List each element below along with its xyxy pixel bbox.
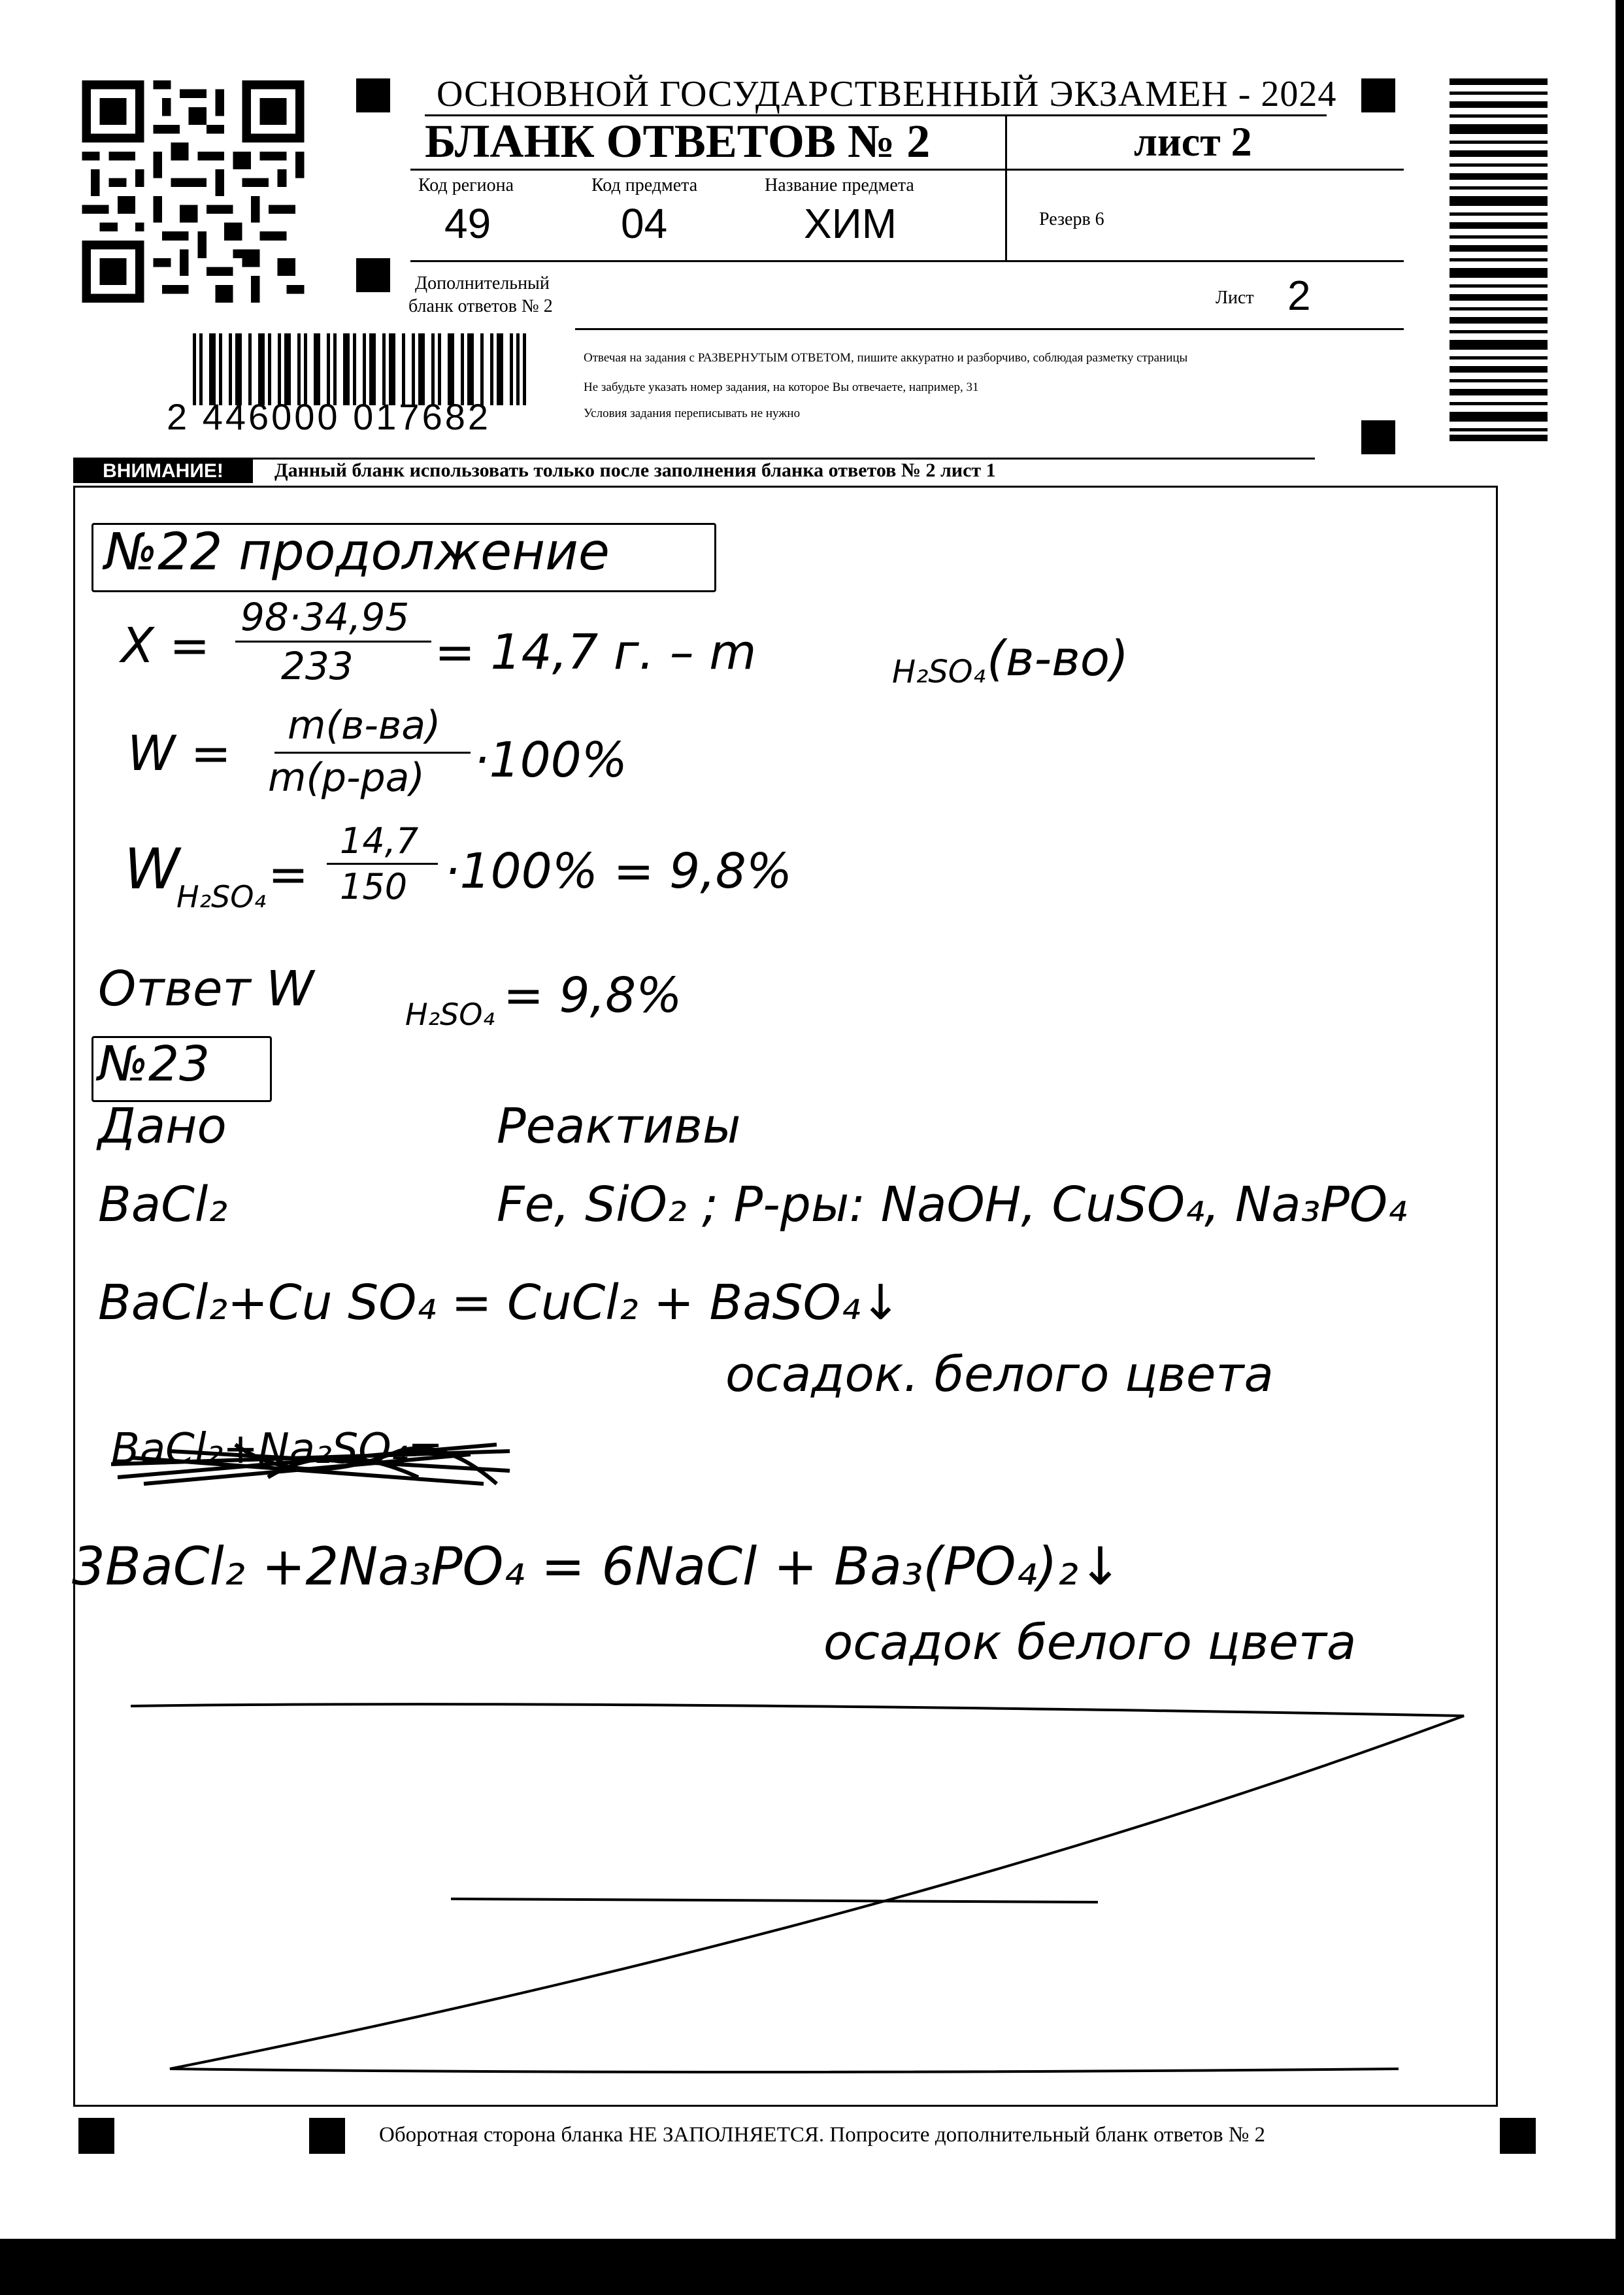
w-calc-den: 150 — [340, 866, 408, 907]
bottom-bar — [0, 2239, 1624, 2295]
region-value: 49 — [444, 200, 491, 247]
instruction-1: Отвечая на задания с РАЗВЕРНУТЫМ ОТВЕТОМ, пишите аккуратно и разборчиво, соблюдая разметку страницы — [584, 351, 1188, 365]
w-calc-result: ·100% = 9,8% — [444, 843, 793, 899]
given-value: BaCl₂ — [98, 1177, 228, 1233]
marker-square — [1361, 420, 1395, 454]
subject-code-value: 04 — [621, 200, 668, 247]
task-23-heading: №23 — [98, 1036, 210, 1092]
reagents-label: Реактивы — [497, 1098, 741, 1154]
marker-square — [1500, 2118, 1536, 2154]
w-calc-sub: H₂SO₄ — [176, 879, 266, 914]
marker-square — [356, 78, 390, 112]
reserve-label: Резерв 6 — [1039, 209, 1104, 229]
reaction-1: BaCl₂+Cu SO₄ = CuCl₂ + BaSO₄↓ — [98, 1275, 901, 1331]
w-formula-tail: ·100% — [474, 732, 628, 788]
w-formula-num: m(в-ва) — [288, 703, 441, 748]
barcode — [193, 333, 526, 405]
x-calc-denominator: 233 — [281, 644, 354, 688]
crossed-reaction: BaCl₂+Na₂SO₄= — [111, 1425, 443, 1473]
additional-label-2: бланк ответов № 2 — [408, 296, 553, 316]
instruction-3: Условия задания переписывать не нужно — [584, 407, 801, 420]
list-value: 2 — [1287, 272, 1311, 319]
blank-title: БЛАНК ОТВЕТОВ № 2 — [425, 115, 931, 167]
answer-label: Ответ W — [98, 961, 314, 1017]
sheet-title: лист 2 — [1134, 118, 1252, 165]
marker-square — [1361, 78, 1395, 112]
x-calc-result: = 14,7 г. – m — [435, 624, 757, 680]
w-calc-eq: = — [268, 846, 309, 903]
list-label: Лист — [1216, 288, 1254, 308]
side-barcode — [1450, 78, 1548, 441]
x-calc-numerator: 98·34,95 — [240, 595, 410, 639]
w-formula-label: W = — [127, 726, 231, 782]
w-calc-num: 14,7 — [340, 820, 419, 862]
x-calc-sub: H₂SO₄ — [892, 654, 986, 690]
reaction-1-note: осадок. белого цвета — [725, 1347, 1274, 1403]
answer-value: = 9,8% — [503, 967, 682, 1024]
task-22-heading: №22 продолжение — [105, 523, 610, 582]
marker-square — [309, 2118, 345, 2154]
right-edge-bar — [1616, 0, 1624, 2295]
given-label: Дано — [98, 1098, 227, 1154]
subject-name-value: ХИМ — [804, 200, 897, 247]
strike-scribble — [105, 1425, 523, 1503]
reagents-list: Fe, SiO₂ ; Р-ры: NaOH, CuSO₄, Na₃PO₄ — [497, 1177, 1407, 1233]
reaction-2-note: осадок белого цвета — [823, 1615, 1357, 1671]
attention-text: Данный бланк использовать только после заполнения бланка ответов № 2 лист 1 — [274, 460, 996, 481]
w-formula-den: m(р-ра) — [268, 755, 425, 801]
w-calc-label: W — [124, 837, 180, 902]
footer-text: Оборотная сторона бланка НЕ ЗАПОЛНЯЕТСЯ. Попросите дополнительный бланк ответов № 2 — [379, 2123, 1266, 2147]
marker-square — [78, 2118, 114, 2154]
reaction-2: 3BaCl₂ +2Na₃PO₄ = 6NaCl + Ba₃(PO₄)₂↓ — [72, 1536, 1122, 1597]
subject-code-label: Код предмета — [591, 175, 698, 195]
answer-sub: H₂SO₄ — [405, 997, 495, 1032]
marker-square — [356, 258, 390, 292]
x-calc-label: X = — [121, 618, 210, 674]
exam-title: ОСНОВНОЙ ГОСУДАРСТВЕННЫЙ ЭКЗАМЕН - 2024 — [437, 74, 1337, 114]
x-calc-tail: (в-во) — [987, 631, 1129, 687]
barcode-number: 2 446000 017682 — [167, 396, 491, 437]
additional-label-1: Дополнительный — [415, 273, 550, 293]
z-crossout — [124, 1693, 1477, 2085]
qr-code — [77, 80, 309, 303]
region-label: Код региона — [418, 175, 514, 195]
subject-name-label: Название предмета — [765, 175, 914, 195]
instruction-2: Не забудьте указать номер задания, на которое Вы отвечаете, например, 31 — [584, 380, 979, 394]
attention-badge: ВНИМАНИЕ! — [73, 460, 253, 483]
